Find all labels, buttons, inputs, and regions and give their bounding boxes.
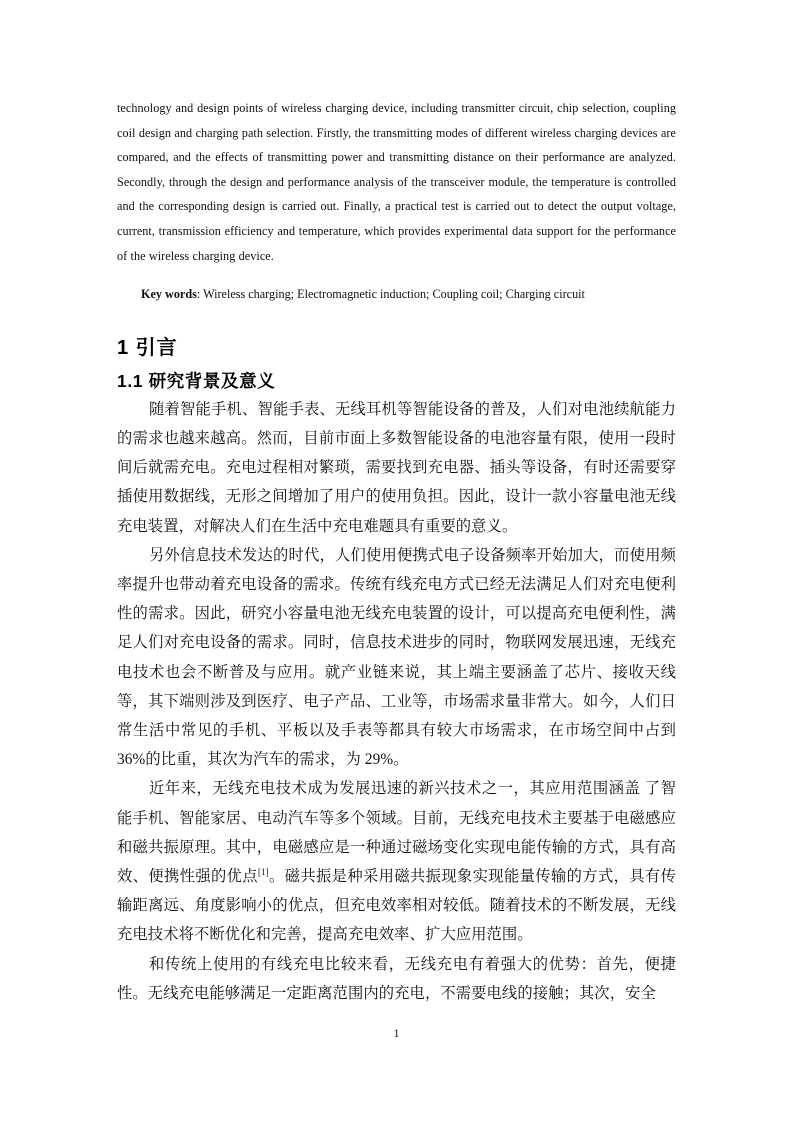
heading-section-1: 1 引言	[117, 336, 178, 359]
keywords-value: : Wireless charging; Electromagnetic induction; Coupling coil; Charging circuit	[196, 287, 585, 302]
body-paragraph-2: 另外信息技术发达的时代，人们使用便携式电子设备频率开始加大，而使用频率提升也带动着充电设备的需求。传统有线充电方式已经无法满足人们对充电便利性的需求。因此，研究小容量电池无线充电装置的设计，可以提高充电便利性，满足人们对充电设备的需求。同时，信息技术进步的同时，物联网发展迅速，无线充电技术也会不断普及与应用。就产业链来说，其上端主要涵盖了芯片、接收天线等，其下端则涉及到医疗、电子产品、工业等，市场需求量非常大。如今，人们日常生活中常见的手机、平板以及手表等都具有较大市场需求，在市场空间中占到 36%的比重，其次为汽车的需求，为 29%。	[117, 546, 676, 769]
body-paragraph-3	[117, 774, 676, 949]
keywords-label: Key words	[141, 287, 197, 302]
body-paragraph-4: 和传统上使用的有线充电比较来看，无线充电有着强大的优势：首先，便捷性。无线充电能够满足一定距离范围内的充电，不需要电线的接触；其次，安全	[117, 955, 676, 1002]
keywords-line	[117, 282, 676, 307]
body-paragraph-3-text-before-citation: 近年来，无线充电技术成为发展迅速的新兴技术之一，其应用范围涵盖 了智能手机、智能家居、电动汽车等多个领域。目前，无线充电技术主要基于电磁感应和磁共振原理。其中，电磁感应是一种通过磁场变化实现电能传输的方式，具有高效、便携性强的优点	[117, 780, 676, 885]
body-paragraph-3-text-after-citation: 。磁共振是种采用磁共振现象实现能量传输的方式，具有传输距离远、角度影响小的优点，但充电效率相对较低。随着技术的不断发展，无线充电技术将不断优化和完善，提高充电效率、扩大应用范围。	[117, 868, 676, 944]
page-number-footer: 1	[393, 1026, 400, 1040]
body-paragraph-1: 随着智能手机、智能手表、无线耳机等智能设备的普及，人们对电池续航能力的需求也越来越高。然而，目前市面上多数智能设备的电池容量有限，使用一段时间后就需充电。充电过程相对繁琐，需要找到充电器、插头等设备，有时还需要穿插使用数据线，无形之间增加了用户的使用负担。因此，设计一款小容量电池无线充电装置，对解决人们在生活中充电难题具有重要的意义。	[117, 400, 676, 535]
heading-section-1-1: 1.1 研究背景及意义	[117, 370, 276, 391]
abstract-english-body: technology and design points of wireless charging device, including transmitter circuit, chip selection, coupling coil design and charging path selection. Firstly, the transmitting modes of different wireless charging devices are compared, and the effects of transmitting power and transmitting distance on their performance are analyzed. Secondly, through the design and performance analysis of the transceiver module, the temperature is controlled and the corresponding design is carried out. Finally, a practical test is carried out to detect the output voltage, current, transmission efficiency and temperature, which provides experimental data support for the performance of the wireless charging device.	[117, 101, 676, 263]
citation-reference-1: [1]	[257, 866, 269, 877]
page-content	[117, 96, 676, 1008]
